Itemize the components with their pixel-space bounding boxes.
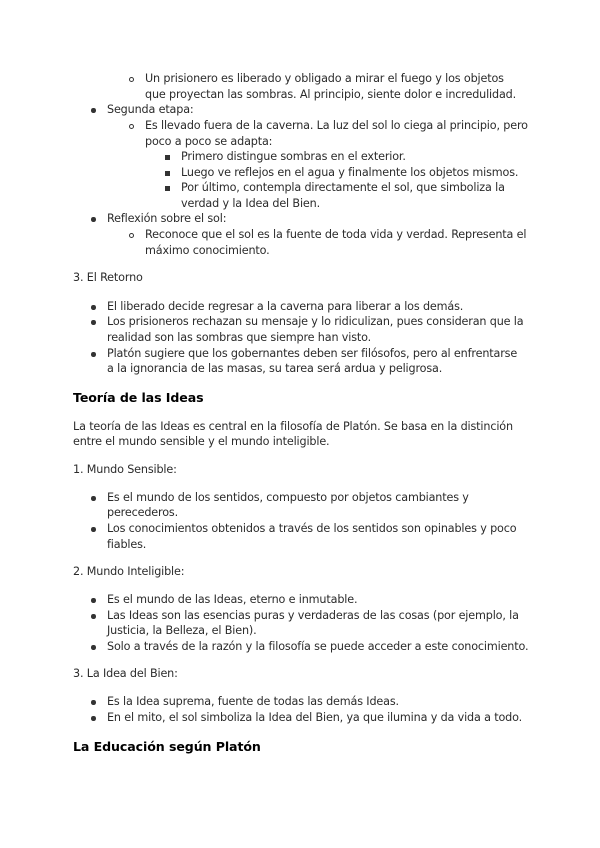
return-bullet-2-line1: Los prisioneros rechazan su mensaje y lo ridiculizan, pues consideran que la xyxy=(107,315,524,328)
return-heading: 3. El Retorno xyxy=(73,271,143,284)
return-bullet-2-line2: realidad son las sombras que siempre han visto. xyxy=(107,331,372,344)
sensible-bullet-2-line1: Los conocimientos obtenidos a través de los sentidos son opinables y poco xyxy=(107,522,517,535)
hollow-bullet-icon xyxy=(129,124,134,129)
inteligible-bullet-3: Solo a través de la razón y la filosofía se puede acceder a este conocimiento. xyxy=(107,640,529,653)
return-bullet-1: El liberado decide regresar a la caverna para liberar a los demás. xyxy=(107,300,464,313)
stage1-item-line2: que proyectan las sombras. Al principio, siente dolor e incredulidad. xyxy=(145,88,517,101)
reflection-item-line2: máximo conocimiento. xyxy=(145,244,270,257)
square-bullet-icon xyxy=(165,186,170,191)
bullet-icon xyxy=(91,598,96,603)
bullet-icon xyxy=(91,527,96,532)
bien-heading: 3. La Idea del Bien: xyxy=(73,667,178,680)
bullet-icon xyxy=(91,614,96,619)
bien-bullet-1: Es la Idea suprema, fuente de todas las demás Ideas. xyxy=(107,695,399,708)
education-title: La Educación según Platón xyxy=(73,739,261,754)
sensible-heading: 1. Mundo Sensible: xyxy=(73,463,177,476)
inteligible-heading: 2. Mundo Inteligible: xyxy=(73,565,185,578)
bullet-icon xyxy=(91,108,96,113)
bullet-icon xyxy=(91,716,96,721)
stage2-label: Segunda etapa: xyxy=(107,103,194,116)
stage2-sub2: Luego ve reflejos en el agua y finalmente los objetos mismos. xyxy=(181,166,519,179)
sensible-bullet-1-line2: perecederos. xyxy=(107,506,179,519)
ideas-intro-line2: entre el mundo sensible y el mundo inteligible. xyxy=(73,435,330,448)
bullet-icon xyxy=(91,320,96,325)
stage1-item-line1: Un prisionero es liberado y obligado a mirar el fuego y los objetos xyxy=(145,72,504,85)
reflection-item-line1: Reconoce que el sol es la fuente de toda vida y verdad. Representa el xyxy=(145,228,527,241)
bullet-icon xyxy=(91,700,96,705)
bullet-icon xyxy=(91,217,96,222)
stage2-item-line2: poco a poco se adapta: xyxy=(145,135,273,148)
inteligible-bullet-2-line2: Justicia, la Belleza, el Bien). xyxy=(107,624,257,637)
sensible-bullet-2-line2: fiables. xyxy=(107,538,147,551)
inteligible-bullet-2-line1: Las Ideas son las esencias puras y verdaderas de las cosas (por ejemplo, la xyxy=(107,609,519,622)
stage2-sub1: Primero distingue sombras en el exterior. xyxy=(181,150,406,163)
reflection-label: Reflexión sobre el sol: xyxy=(107,212,227,225)
ideas-title: Teoría de las Ideas xyxy=(73,390,204,405)
bullet-icon xyxy=(91,305,96,310)
bien-bullet-2: En el mito, el sol simboliza la Idea del Bien, ya que ilumina y da vida a todo. xyxy=(107,711,523,724)
return-bullet-3-line1: Platón sugiere que los gobernantes deben ser filósofos, pero al enfrentarse xyxy=(107,347,518,360)
bullet-icon xyxy=(91,645,96,650)
hollow-bullet-icon xyxy=(129,233,134,238)
hollow-bullet-icon xyxy=(129,77,134,82)
stage2-sub3-line1: Por último, contempla directamente el sol, que simboliza la xyxy=(181,181,505,194)
ideas-intro-line1: La teoría de las Ideas es central en la filosofía de Platón. Se basa en la distinción xyxy=(73,420,513,433)
square-bullet-icon xyxy=(165,171,170,176)
stage2-item-line1: Es llevado fuera de la caverna. La luz del sol lo ciega al principio, pero xyxy=(145,119,528,132)
sensible-bullet-1-line1: Es el mundo de los sentidos, compuesto por objetos cambiantes y xyxy=(107,491,469,504)
return-bullet-3-line2: a la ignorancia de las masas, su tarea será ardua y peligrosa. xyxy=(107,362,443,375)
bullet-icon xyxy=(91,352,96,357)
stage2-sub3-line2: verdad y la Idea del Bien. xyxy=(181,197,320,210)
inteligible-bullet-1: Es el mundo de las Ideas, eterno e inmutable. xyxy=(107,593,358,606)
square-bullet-icon xyxy=(165,155,170,160)
bullet-icon xyxy=(91,496,96,501)
